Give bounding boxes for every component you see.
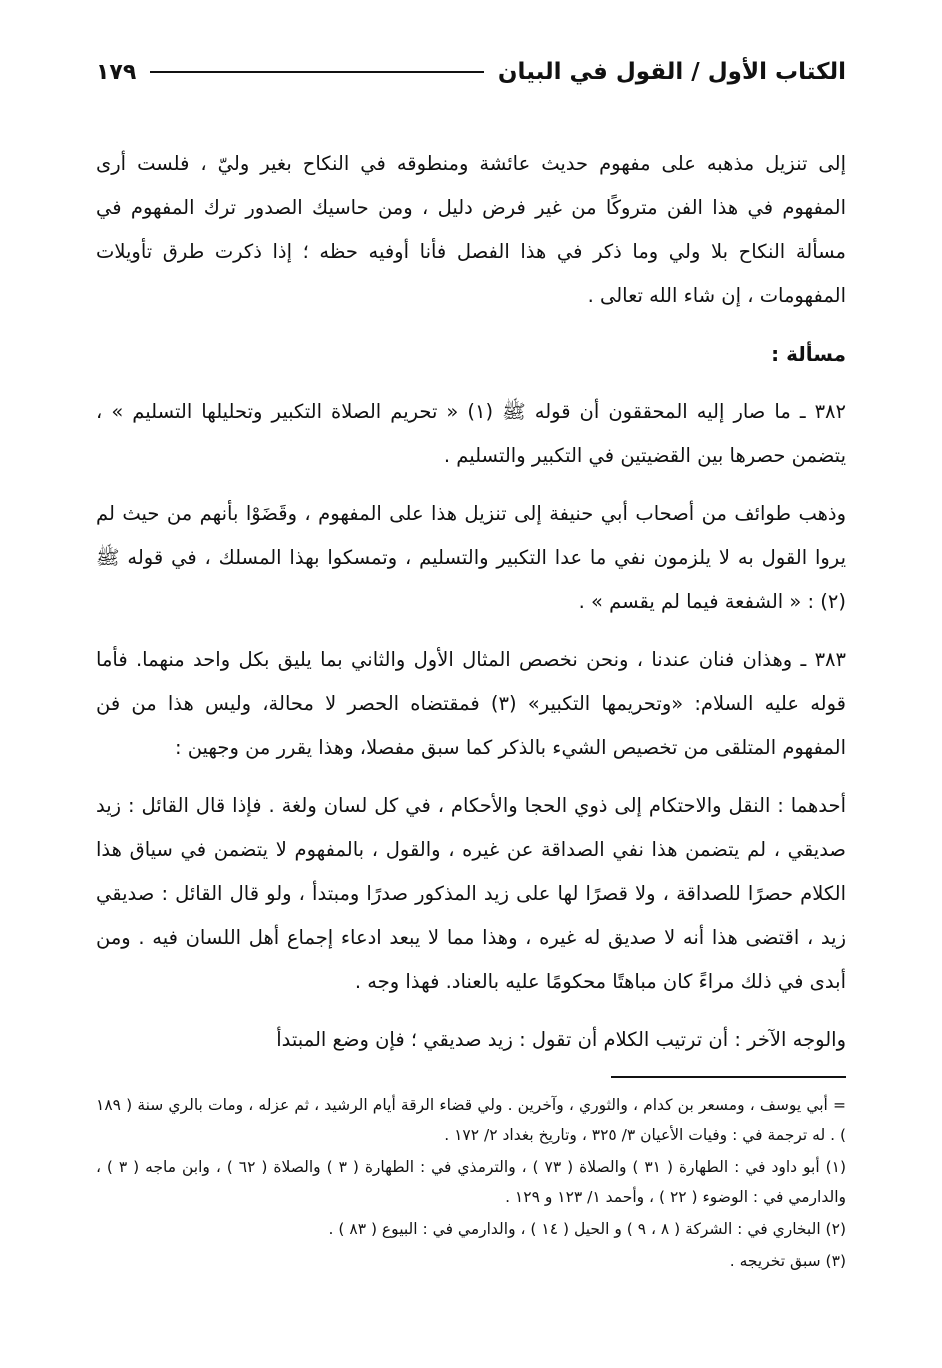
footnotes xyxy=(96,1090,846,1276)
footnote-3: (٣) سبق تخريجه . xyxy=(729,1252,846,1270)
paragraph-hanafi-view: وذهب طوائف من أصحاب أبي حنيفة إلى تنزيل هذا على المفهوم ، وقَضَوْا بأنهم من حيث لم يروا القول به لا يلزمون نفي ما عدا التكبير والتسليم ، وتمسكوا بهذا المسلك ، في قوله ﷺ (٢) : « الشفعة فيما لم يقسم » . xyxy=(96,502,846,613)
paragraph-second-aspect: والوجه الآخر : أن ترتيب الكلام أن تقول : زيد صديقي ؛ فإن وضع المبتدأ xyxy=(276,1028,846,1051)
header-rule xyxy=(150,71,484,73)
running-title: الكتاب الأول / القول في البيان xyxy=(497,59,846,85)
paragraph-first-aspect: أحدهما : النقل والاحتكام إلى ذوي الحجا والأحكام ، في كل لسان ولغة . فإذا قال القائل : زيد صديقي ، لم يتضمن هذا نفي الصداقة عن غيره ، والقول ، بالمفهوم لا يتضمن في سياق هذا الكلام حصرًا للصداقة ، ولا قصرًا لها على زيد المذكور صدرًا ومبتدأ ، ولو قال القائل : صديقي زيد ، اقتضى هذا أنه لا صديق له غيره ، وهذا مما لا يبعد ادعاء إجماع أهل اللسان فيه . ومن أبدى في ذلك مراءً كان مباهتًا محكومًا عليه بالعناد. فهذا وجه . xyxy=(96,794,846,993)
footnote-continued: = أبي يوسف ، ومسعر بن كدام ، والثوري ، وآخرين . ولي قضاء الرقة أيام الرشيد ، ثم عزله ، ومات بالري سنة ( ١٨٩ ) . له ترجمة في : وفيات الأعيان ٣/ ٣٢٥ ، وتاريخ بغداد ٢/ ١٧٢ . xyxy=(96,1096,846,1144)
page-header xyxy=(96,50,846,94)
paragraph-383: ٣٨٣ ـ وهذان فنان عندنا ، ونحن نخصص المثال الأول والثاني بما يليق بكل واحد منهما. فأما قوله عليه السلام: «وتحريمها التكبير» (٣) فمقتضاه الحصر لا محالة، وليس هذا من فن المفهوم المتلقى من تخصيص الشيء بالذكر كما سبق مفصلا، وهذا يقرر من وجهين : xyxy=(96,648,846,759)
main-text xyxy=(96,142,846,1062)
page-number: ١٧٩ xyxy=(96,59,137,85)
footnote-1: (١) أبو داود في : الطهارة ( ٣١ ) والصلاة ( ٧٣ ) ، والترمذي في : الطهارة ( ٣ ) والصلاة ( ٦٢ ) ، وابن ماجه ( ٣ ) ، والدارمي في : الوضوء ( ٢٢ ) ، وأحمد ١/ ١٢٣ و ١٢٩ . xyxy=(96,1158,847,1206)
paragraph-382: ٣٨٢ ـ ما صار إليه المحققون أن قوله ﷺ (١) « تحريم الصلاة التكبير وتحليلها التسليم » ، يتضمن حصرها بين القضيتين في التكبير والتسليم . xyxy=(96,400,846,467)
footnote-2: (٢) البخاري في : الشركة ( ٨ ، ٩ ) و الحيل ( ١٤ ) ، والدارمي في : البيوع ( ٨٣ ) . xyxy=(328,1220,846,1238)
footnote-divider xyxy=(611,1076,846,1078)
paragraph-intro: إلى تنزيل مذهبه على مفهوم حديث عائشة ومنطوقه في النكاح بغير وليّ ، فلست أرى المفهوم في هذا الفن متروكًا من غير فرض دليل ، ومن حاسيك الصدور ترك المفهوم في مسألة النكاح بلا ولي وما ذكر في هذا الفصل فأنا أوفيه حظه ؛ إذا ذكرت طرق تأويلات المفهومات ، إن شاء الله تعالى . xyxy=(96,152,846,307)
section-heading: مسألة : xyxy=(771,342,846,366)
